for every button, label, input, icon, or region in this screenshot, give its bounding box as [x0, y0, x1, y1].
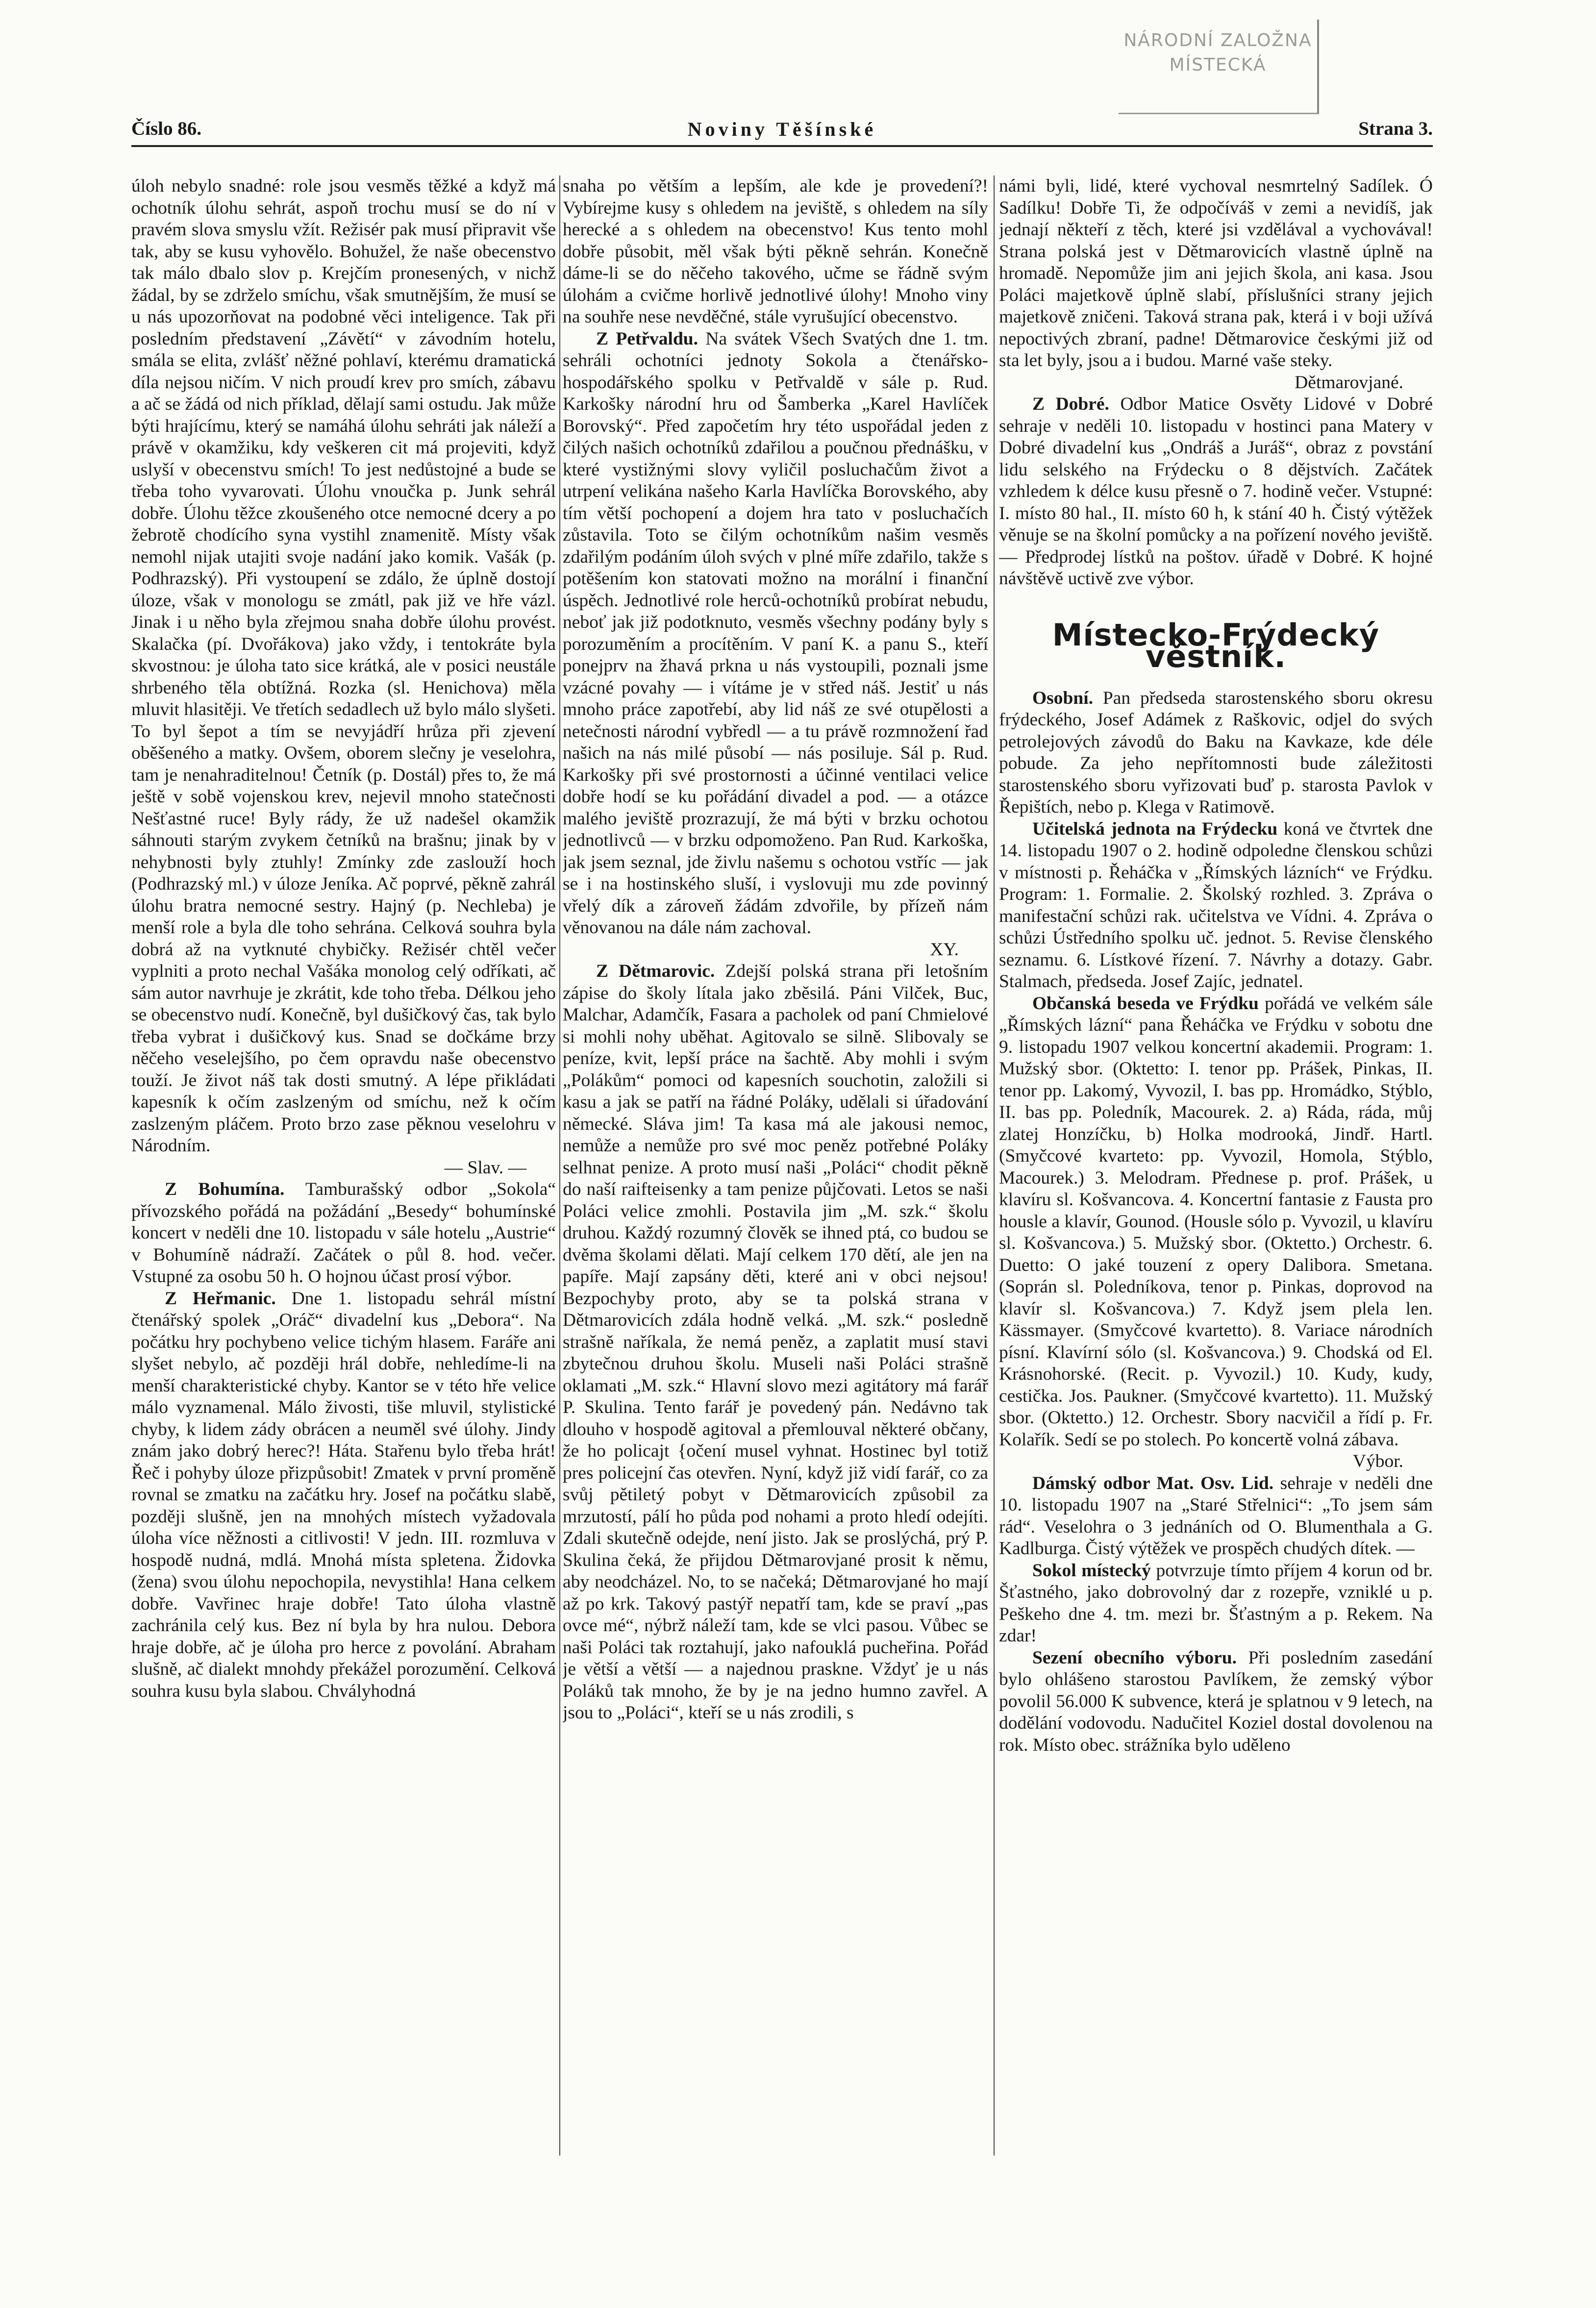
article-osobni: [999, 688, 1433, 819]
column-1: [131, 175, 556, 2156]
article-body: sehraje v neděli dne 10. listopadu 1907 na „Staré Střelnici“: „To jsem sám rád“. Veselohra o 3 jednáních od O. Blumenthala a G. Kadlburga. Čistý výtěžek ve prospěch chudých dítek. —: [999, 1473, 1433, 1559]
library-stamp: [1119, 20, 1319, 114]
signature: Dětmarovjané.: [1295, 372, 1403, 393]
article-dobra: [999, 394, 1433, 590]
hermanice-continuation: snaha po větším a lepším, ale kde je provedení?! Vybírejme kusy s ohledem na jeviště, s ohledem na síly herecké a s ohledem na obecenstvo! Kus tento mohl dobře působit, měl však býti pěkně sehrán. Konečně dáme-li se do něčeho takového, učme se řádně svým úlohám a cvičme horlivě jednotlivé úlohy! Mnoho viny na souhře nese nevděčné, stále vyrušující obecenstvo.: [563, 176, 988, 327]
article-hermanice: [131, 1288, 556, 1703]
article-heading: Osobní.: [1032, 688, 1094, 708]
article-body: Pan předseda starostenského sboru okresu frýdeckého, Josef Adámek z Raškovic, odjel do svých petrolejových závodů do Baku na Kavkaze, kde déle pobude. Za jeho nepřítomnosti bude záležitosti starostenského sboru vyřizovati buď p. starosta Pavlok v Řepištích, nebo p. Klega v Ratimově.: [999, 688, 1433, 817]
article-body: pořádá ve velkém sále „Římských lázní“ pana Řeháčka ve Frýdku v sobotu dne 9. listopadu 1907 velkou koncertní akademii. Program: 1. Mužský sbor. (Oktetto: I. tenor pp. Prášek, Pinkas, II. tenor pp. Lakomý, Vyvozil, I. bas pp. Hromádko, Stýblo, II. bas pp. Poledník, Macourek. 2. a) Ráda, ráda, můj zlatej Honzíčku, b) Holka modrooká, Jindř. Hartl. (Smyčcové kvarteto: pp. Vyvozil, Homola, Stýblo, Macourek.) 3. Melodram. Přednese p. prof. Prášek, u klavíru sl. Košvancova. 4. Koncertní fantasie z Fausta pro housle a klavír, Gounod. (Housle sólo p. Vyvozil, u klavíru sl. Košvancova.) 5. Mužský sbor. (Oktetto.) Orchestr. 6. Duetto: O jaké touzení z opery Dalibora. Smetana. (Soprán sl. Poledníkova, tenor p. Pinkas, doprovod na klavír sl. Košvancova.) 7. Když jsem plela len. Kässmayer. (Smyčcové kvartetto). 8. Variace národních písní. Klavírní sólo (sl. Košvancova.) 9. Chodská od El. Krásnohorské. (Recit. p. Vyvozil.) 10. Kudy, kudy, cestička. Jos. Paukner. (Smyčcové kvartetto). 11. Mužský sbor. (Oktetto.) 12. Orchestr. Sbory nacvičil a řídí p. Fr. Kolařík. Sedí se po stolech. Po koncertě volná zábava.: [999, 993, 1433, 1450]
issue-number: Číslo 86.: [131, 118, 202, 139]
article-body: Odbor Matice Osvěty Lidové v Dobré sehraje v neděli 10. listopadu v hostinci pana Matery v Dobré divadelní kus „Ondráš a Juráš“, obraz z povstání lidu selského na Frýdecku o 8 dějstvích. Začátek vzhledem k délce kusu přesně o 7. hodině večer. Vstupné: I. místo 80 hal., II. místo 60 h, k stání 40 h. Čistý výtěžek věnuje se na školní pomůcky a na pořízení nového jeviště. — Předprodej lístků na poštov. úřadě v Dobré. K hojné návštěvě uctivě zve výbor.: [999, 394, 1433, 589]
article-body: Na svátek Všech Svatých dne 1. tm. sehráli ochotníci jednoty Sokola a čtenářsko-hospodářského spolku v Petřvaldě v sále p. Rud. Karkošky národní hru od Šamberka „Karel Havlíček Borovský“. Před započetím hry této uspořádal jeden z čilých našich ochotníků zdařilou a poučnou přednášku, v které vystižnými slovy vyličil posluchačům život a utrpení velikána našeho Karla Havlíčka Borovského, aby tím větší pochopení a dojem hra tato v posluchačích zůstavila. Toto se čilým ochotníkům našim vesměs zdařilým podáním úloh svých v plné míře zdařilo, takže s potěšením kon statovati možno na morální i finanční úspěch. Jednotlivé role herců-ochotníků probírat nebudu, neboť jak již podotknuto, vesměs všechny podány byly s porozuměním a procítěním. V paní K. a panu S., kteří ponejprv na žhavá prkna u nás vystoupili, poznali jsme vzácné povahy — i vítáme je v střed náš. Jestiť u nás mnoho práce zapotřebí, aby lid náš ze své otupělosti a netečnosti národní vybředl — a tu právě rozmnožení řad našich na nás milé působí — nás posiluje. Sál p. Rud. Karkošky při své prostornosti a účinné ventilaci velice dobře hodí se ku pořádání divadel a pod. — a otázce malého jeviště prozrazují, že má býti v brzku ochotou jednotlivců — v brzku odpomoženo. Pan Rud. Karkoška, jak jsem seznal, jde živlu našemu s ochotou vstříc — jak se i na hostinského sluší, i vyslovuji mu zde povinný vřelý dík a zároveň žádám zdvořile, by přízeň nám věnovanou na dále nám zachoval.: [563, 328, 988, 938]
article-detmarovice: [563, 961, 988, 1724]
column-rule-1: [559, 175, 560, 2156]
article-body: Při posledním zasedání bylo ohlášeno starostou Pavlíkem, že zemský výbor povolil 56.000 K subvence, která je splatnou v 9 letech, na dodělání vodovodu. Nadučitel Koziel dostal dovolenou na rok. Místo obec. strážníka bylo uděleno: [999, 1647, 1433, 1755]
article-body: potvrzuje tímto příjem 4 korun od br. Šťastného, jako dobrovolný dar z rozepře, vzniklé u p. Peškeho dne 4. tm. mezi br. Šťastným a p. Rekem. Na zdar!: [999, 1560, 1433, 1646]
article-heading: Učitelská jednota na Frýdecku: [1032, 819, 1278, 839]
article-heading: Sokol místecký: [1032, 1560, 1151, 1581]
column-2: [563, 175, 988, 2156]
article-obcanska-beseda: [999, 993, 1433, 1451]
section-title: Místecko-Frýdecký věstník.: [1052, 617, 1380, 674]
signature: Výbor.: [1352, 1451, 1403, 1471]
article-heading: Dámský odbor Mat. Osv. Lid.: [1032, 1473, 1274, 1493]
article-ucitelska-jednota: [999, 819, 1433, 993]
article-damsky-odbor: [999, 1473, 1433, 1560]
article-heading: Z Petřvaldu.: [596, 328, 698, 349]
article-bohumin: [131, 1179, 556, 1288]
article-body: koná ve čtvrtek dne 14. listopadu 1907 o 2. hodině odpoledne členskou schůzi v místnosti p. Řeháčka v „Římských lázních“ ve Frýdku. Program: 1. Formalie. 2. Školský rozhled. 3. Zpráva o manifestační schůzi rak. učitelstva ve Vídni. 4. Zpráva o schůzi Ústředního spolku uč. jednot. 5. Revise členského seznamu. 6. Lístkové řízení. 7. Návrhy a dotazy. Gabr. Stalmach, předseda. Josef Zajíc, jednatel.: [999, 819, 1433, 992]
article-body: Tamburašský odbor „Sokola“ přívozského pořádá na požádání „Besedy“ bohumínské koncert v neděli dne 10. listopadu v sále hotelu „Austrie“ v Bohumíně nádraží. Začátek o půl 8. hod. večer. Vstupné za osobu 50 h. O hojnou účast prosí výbor.: [131, 1179, 556, 1287]
article-sokol: [999, 1560, 1433, 1647]
article-heading: Občanská beseda ve Frýdku: [1032, 993, 1259, 1014]
article-obecni-vybor: [999, 1647, 1433, 1757]
detmarovice-continuation: námi byli, lidé, které vychoval nesmrtelný Sadílek. Ó Sadílku! Dobře Ti, že odpočíváš v zemi a nevidíš, jak jednají někteří z těch, které jsi vzdělával a vychovával! Strana polská jest v Dětmarovicích vlastně úplně na hromadě. Nepomůže jim ani jejich škola, ani kasa. Jsou Poláci majetkově úplně slabí, příslušníci strany jejich majetkově zničeni. Taková strana pak, která i v boji užívá nepoctivých zbraní, padne! Dětmarovice českými již od sta let byly, jsou a i budou. Marné vaše steky.: [999, 176, 1433, 371]
article-petrvald: [563, 328, 988, 939]
page-header: [131, 116, 1433, 147]
article-heading: Z Heřmanic.: [165, 1288, 276, 1309]
newspaper-title: Noviny Těšínské: [687, 118, 877, 140]
column-rule-2: [994, 175, 995, 2156]
column-3: [999, 175, 1433, 2156]
article-heading: Z Bohumína.: [165, 1179, 285, 1199]
stamp-line-1: NÁRODNÍ ZALOŽNA: [1123, 30, 1312, 50]
article-heading: Sezení obecního výboru.: [1032, 1647, 1237, 1668]
article-body: Zdejší polská strana při letošním zápise do školy lítala jako zběsilá. Páni Vilček, Buc, Malchar, Adamčík, Fasara a pacholek od paní Chmielové si mohli nohy uběhat. Agitovalo se silně. Slibovaly se peníze, kvit, lepší práce na šachtě. Aby mohli i svým „Polákům“ pomoci od kapesních souchotin, založili si kasu a jak se patří na řádné Poláky, udělali si úřadování německé. Sláva jim! Ta kasa má ale jakousi nemoc, nemůže a nemůže pro své moc peněz potřebné Poláky selhnat penize. A proto musí naši „Poláci“ chodit pěkně do naší raifteisenky a tam penize půjčovati. Letos se naši Poláci velice zmohli. Postavila jim „M. szk.“ školu druhou. Každý rozumný člověk se ihned ptá, co budou se dvěma školami dělati. Mají celkem 170 dětí, ale jen na papíře. Mají zapsány děti, které ani v obci nejsou! Bezpochyby proto, aby se ta polská strana v Dětmarovicích zdála hodně velká. „M. szk.“ posledně strašně naříkala, že nemá peněz, a zaplatit musí stavi zbytečnou druhou školu. Museli naši Poláci strašně oklamati „M. szk.“ Hlavní slovo mezi agitátory má farář P. Skulina. Tento farář je povedený pán. Nedávno tak dlouho v hospodě agitoval a přemlouval některé občany, že ho policajt {očení musel vyhnat. Hostinec byl totiž pres policejní čas otevřen. Nyní, když již vidí farář, co za svůj pětiletý pobyt v Dětmarovicích způsobil za mrzutostí, pálí ho půda pod nohami a proto hledí odejíti. Zdali skutečně odejde, není jisto. Jak se proslýchá, prý P. Skulina čeká, že přijdou Dětmarovjané prosit k němu, aby neodcházel. No, to se načeká; Dětmarovjané ho mají až po krk. Takový pastýř nepatří tam, kde se praví „pas ovce mé“, nýbrž náleží tam, kde se vlci pasou. Vůbec se naši Poláci tak roztahují, jako nafouklá pucheřina. Pořád je větší a větší — a najednou praskne. Vždyť je u nás Poláků tak mnoho, že by je na jedno humno zavřel. A jsou to „Poláci“, kteří se u nás zrodili, s: [563, 961, 988, 1723]
article-body: Dne 1. listopadu sehrál místní čtenářský spolek „Oráč“ divadelní kus „Debora“. Na počátku hry pochybeno velice tichým hlasem. Faráře ani slyšet nebylo, ač později hrál dobře, nehledíme-li na menší charakteristické chyby. Kantor se v této hře velice málo vyznamenal. Málo živosti, tiše mluvil, stylistické chyby, k lidem zády obrácen a neuměl své úlohy. Jindy znám jako dobrý herec?! Háta. Stařenu bylo třeba hrát! Řeč i pohyby úloze přizpůsobit! Zmatek v první proměně rovnal se zmatku na začátku hry. Josef na počátku slabě, později slušně, jen na mnohých místech vyžadovala úloha více něžnosti a citlivosti! V jedn. III. rozmluva v hospodě nudná, mdlá. Mnohá místa spletena. Židovka (žena) svou úlohu nepochopila, nevystihla! Hana celkem dobře. Vavřinec hraje dobře! Tato úloha vlastně zachránila celý kus. Bez ní byla by hra nulou. Debora hraje dobře, ač je úloha pro herce z povolání. Abraham slušně, ač dialekt mnohdy překážel porozumění. Celková souhra kusu byla slabou. Chvályhodná: [131, 1288, 556, 1701]
page-number: Strana 3.: [1358, 118, 1433, 139]
signature: XY.: [930, 939, 959, 960]
stamp-line-2: MÍSTECKÁ: [1169, 55, 1267, 75]
theatre-review-continuation: úloh nebylo snadné: role jsou vesměs těžké a když má ochotník úlohu sehrát, aspoň trochu musí se do ní v pravém slova smyslu vžít. Režisér pak musí připravit vše tak, aby se kusu vyhovělo. Bohužel, že naše obecenstvo tak málo dbalo slov p. Krejčím pronesených, v nichž žádal, by se zdrželo smíchu, však smutnějším, že musí se u nás upozorňovat na podobné věci inteligence. Tak při posledním představení „Závětí“ v závodním hotelu, smála se elita, zvlášť něžné pohlaví, kterému dramatická díla nejsou ničím. V nich proudí krev pro smích, zábavu a ač se žádá od nich příklad, dělají sami ostudu. Jak může býti hrajícímu, který se namáhá úlohu sehráti jak náleží a právě v okamžiku, kdy veškeren cit má projeviti, když uslyší v obecenstvu smích! To jest nedůstojné a bude se třeba toho vyvarovati. Úlohu vnoučka p. Junk sehrál dobře. Úlohu těžce zkoušeného otce nemocné dcery a po žebrotě chodícího syna vystihl znamenitě. Místy však nemohl nijak utajiti svoje nadání jako komik. Vašák (p. Podhrazský). Při vystoupení se zdálo, že úplně dostojí úloze, však v monologu se zmátl, pak již ve hře vázl. Jinak i u něho byla zřejmou snaha dobře úlohu provést. Skalačka (pí. Dvořákova) jako vždy, i tentokráte byla skvostnou: je úloha tato sice krátká, ale v posici neustále shrbeného těla obtížná. Rozka (sl. Henichova) měla mluvit hlasitěji. Ve třetích sedadlech už bylo málo slyšeti. To byl šepot a tím se nevyjádří hrůza při zjevení oběšeného a matky. Ovšem, oborem slečny je veselohra, tam je nenahraditelnou! Četník (p. Dostál) přes to, že má ještě v sobě vojenskou krev, nejevil mnoho statečnosti Nešťastné ruce! Byly rády, že už nadešel okamžik sáhnouti starým zvykem četníků na brašnu; jinak by v nehybnosti byly ztuhly! Zmínky zde zaslouží hoch (Podhrazský ml.) v úloze Jeníka. Ač poprvé, pěkně zahrál úlohu bratra nemocné sestry. Hajný (p. Nechleba) je menší role a byla dle toho sehrána. Celková souhra byla dobrá až na vytknuté chybičky. Režisér chtěl večer vyplniti a proto nechal Vašáka monolog celý odříkati, ač sám autor navrhuje je zkrátit, kde toho třeba. Délkou jeho se obecenstvo nudí. Konečně, byl dušičkový čas, tak bylo třeba vybrat i dušičkový kus. Snad se dočkáme brzy něčeho veselejšího, po čem opravdu naše obecenstvo touží. Je život náš tak dosti smutný. A lépe přikládati kapesník k očím zaslzeným od smíchu, než k očím zaslzeným pláčem. Proto brzo zase pěknou veselohru v Národním.: [131, 176, 556, 1156]
article-heading: Z Dobré.: [1032, 394, 1109, 414]
article-heading: Z Dětmarovic.: [596, 961, 715, 981]
signature: — Slav. —: [444, 1157, 526, 1178]
